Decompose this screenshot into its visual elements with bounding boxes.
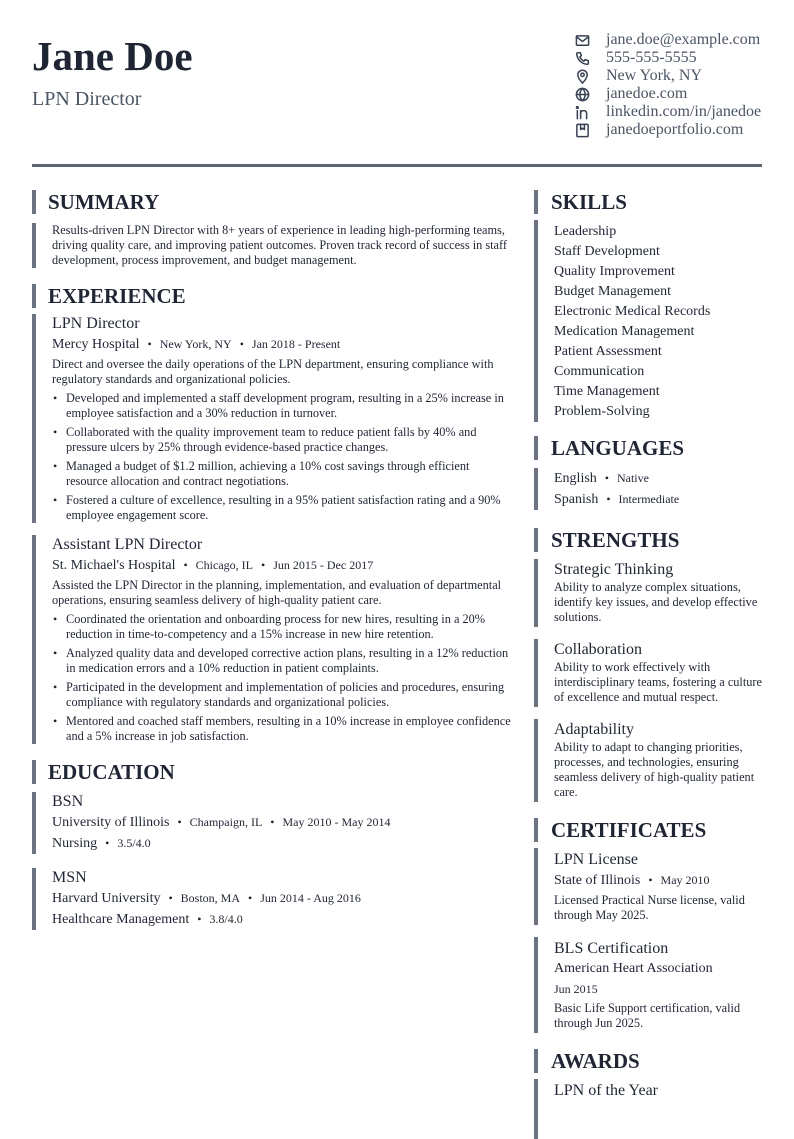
job-dates: Jun 2015 - Dec 2017 [273,558,374,572]
education-field: Nursing [52,836,98,851]
job-bullets [52,612,512,744]
education-field: Healthcare Management [52,912,190,927]
strength-name: Collaboration [554,641,642,658]
job-bullet: • Coordinated the orientation and onboarding process for new hires, resulting in a 20% reduction in time-to-competency and a 15% increase in new hire retention. [66,612,512,642]
contact-email-text: jane.doe@example.com [606,31,761,48]
job-meta: St. Michael's Hospital • Chicago, IL • Jun 2015 - Dec 2017 [52,555,512,576]
certificate-name: LPN License [554,851,638,868]
language-name: English [554,471,597,486]
skill-item: Leadership [554,224,617,239]
education-gpa: 3.8/4.0 [209,912,243,926]
skills-section [534,190,762,422]
award-name: LPN of the Year [554,1082,658,1099]
education-dates: May 2010 - May 2014 [282,815,391,829]
language-item: English • Native [554,468,762,489]
candidate-name: Jane Doe [32,33,193,79]
certificate-date: Jun 2015 [554,982,598,996]
job-company: St. Michael's Hospital [52,558,176,573]
strength-text: Ability to work effectively with interdisciplinary teams, fostering a culture of excellence and mutual respect. [554,660,762,704]
strength-entry [534,639,762,707]
skill-item: Staff Development [554,244,660,259]
education-section [32,760,512,930]
skill-item: Electronic Medical Records [554,304,711,319]
experience-entry [32,314,512,523]
certificate-text: Basic Life Support certification, valid through Jun 2025. [554,1001,741,1030]
job-bullet: • Mentored and coached staff members, resulting in a 10% increase in employee confidence and a 5% increase in job satisfaction. [66,714,512,744]
job-bullet: • Developed and implemented a staff development program, resulting in a 25% increase in employee satisfaction and a 30% reduction in turnover. [66,391,512,421]
job-bullet: • Collaborated with the quality improvement team to reduce patient falls by 40% and pressure ulcers by 25% through evidence-based practice changes. [66,425,512,455]
experience-heading: EXPERIENCE [32,284,512,308]
skills-heading: SKILLS [534,190,762,214]
skill-item: Communication [554,364,645,379]
skills-list [534,220,762,422]
summary-heading: SUMMARY [32,190,512,214]
school-location: Boston, MA [180,891,241,905]
education-entry [32,792,512,854]
education-meta: Harvard University • Boston, MA • Jun 2014 - Aug 2016 [52,888,512,909]
strength-name: Strategic Thinking [554,561,674,578]
job-company: Mercy Hospital [52,337,140,352]
education-meta: University of Illinois • Champaign, IL • May 2010 - May 2014 [52,812,512,833]
contact-email[interactable] [574,31,761,49]
experience-section [32,284,512,744]
contact-website-text: janedoe.com [606,85,688,102]
certificate-name: BLS Certification [554,940,669,957]
globe-icon [574,86,590,102]
job-bullet: • Managed a budget of $1.2 million, achieving a 10% cost savings through efficient resource allocation and contract negotiations. [66,459,512,489]
language-item: Spanish • Intermediate [554,489,762,510]
job-dates: Jan 2018 - Present [251,337,341,351]
skill-item: Problem-Solving [554,404,650,419]
contact-linkedin-text: linkedin.com/in/janedoe [606,103,762,120]
linkedin-icon [574,104,590,120]
certificate-issuer-row [554,959,762,979]
job-location: New York, NY [159,337,232,351]
portfolio-icon [574,122,590,138]
contact-phone-text: 555-555-5555 [606,49,697,66]
job-location: Chicago, IL [195,558,253,572]
strength-text: Ability to analyze complex situations, identify key issues, and develop effective solutions. [554,580,758,624]
awards-heading: AWARDS [534,1049,762,1073]
degree-name: MSN [52,869,87,886]
awards-section [534,1049,762,1139]
summary-section [32,190,512,268]
languages-list [534,468,762,510]
certificates-heading: CERTIFICATES [534,818,762,842]
skill-item: Budget Management [554,284,672,299]
contact-phone[interactable] [574,49,761,67]
job-meta: Mercy Hospital • New York, NY • Jan 2018 - Present [52,334,512,355]
language-name: Spanish [554,492,599,507]
job-bullets [52,391,512,523]
certificate-entry [534,848,762,925]
strength-entry [534,719,762,802]
strength-entry [534,559,762,627]
job-title: LPN Director [52,315,140,332]
education-field-row: Nursing • 3.5/4.0 [52,833,512,854]
contact-website[interactable] [574,85,761,103]
certificate-date-row [554,979,762,999]
contact-linkedin[interactable] [574,103,761,121]
contact-location-text: New York, NY [606,67,703,84]
contact-portfolio[interactable] [574,121,761,139]
contact-location [574,67,761,85]
skill-item: Quality Improvement [554,264,675,279]
strength-name: Adaptability [554,721,634,738]
language-level: Intermediate [618,492,680,506]
award-entry [534,1079,762,1139]
education-entry [32,868,512,930]
contact-portfolio-text: janedoeportfolio.com [606,121,744,138]
certificate-entry [534,937,762,1033]
header-divider [32,164,762,167]
language-level: Native [616,471,649,485]
location-icon [574,68,590,84]
experience-entry [32,535,512,744]
education-gpa: 3.5/4.0 [117,836,151,850]
left-column [32,190,512,930]
certificates-section [534,818,762,1033]
strength-text: Ability to adapt to changing priorities, processes, and technologies, ensuring seamless delivery of high-quality patient care. [554,740,755,799]
languages-section [534,436,762,510]
skill-item: Medication Management [554,324,695,339]
languages-heading: LANGUAGES [534,436,762,460]
certificate-issuer: American Heart Association [554,961,713,976]
contact-list [574,31,761,139]
education-field-row: Healthcare Management • 3.8/4.0 [52,909,512,930]
certificate-date: May 2010 [660,873,710,887]
school-name: University of Illinois [52,815,170,830]
strengths-heading: STRENGTHS [534,528,762,552]
job-bullet: • Participated in the development and implementation of policies and procedures, ensuring compliance with regulatory standards and organizational policies. [66,680,512,710]
right-column [534,190,762,1139]
summary-text: Results-driven LPN Director with 8+ years of experience in leading high-performing teams, driving quality care, and improving patient outcomes. Proven track record of success in staff development, process improvement, and budget management. [32,223,512,268]
phone-icon [574,50,590,66]
school-location: Champaign, IL [189,815,263,829]
skill-item: Patient Assessment [554,344,662,359]
job-bullet: • Analyzed quality data and developed corrective action plans, resulting in a 12% reduction in medication errors and a 10% reduction in patient complaints. [66,646,512,676]
strengths-section [534,528,762,802]
job-bullet: • Fostered a culture of excellence, resulting in a 95% patient satisfaction rating and a 90% employee engagement score. [66,493,512,523]
school-name: Harvard University [52,891,161,906]
certificate-issuer: State of Illinois [554,873,641,888]
mail-icon [574,32,590,48]
certificate-text: Licensed Practical Nurse license, valid through May 2025. [554,893,745,922]
job-description: Direct and oversee the daily operations of the LPN department, ensuring compliance with regulatory standards and organizational policies. [52,357,494,386]
candidate-role: LPN Director [32,88,142,110]
job-title: Assistant LPN Director [52,536,203,553]
education-dates: Jun 2014 - Aug 2016 [260,891,361,905]
job-description: Assisted the LPN Director in the planning, implementation, and evaluation of departmental operations, ensuring seamless delivery of high-quality patient care. [52,578,502,607]
certificate-meta: State of Illinois • May 2010 [554,870,762,891]
education-heading: EDUCATION [32,760,512,784]
degree-name: BSN [52,793,84,810]
skill-item: Time Management [554,384,660,399]
